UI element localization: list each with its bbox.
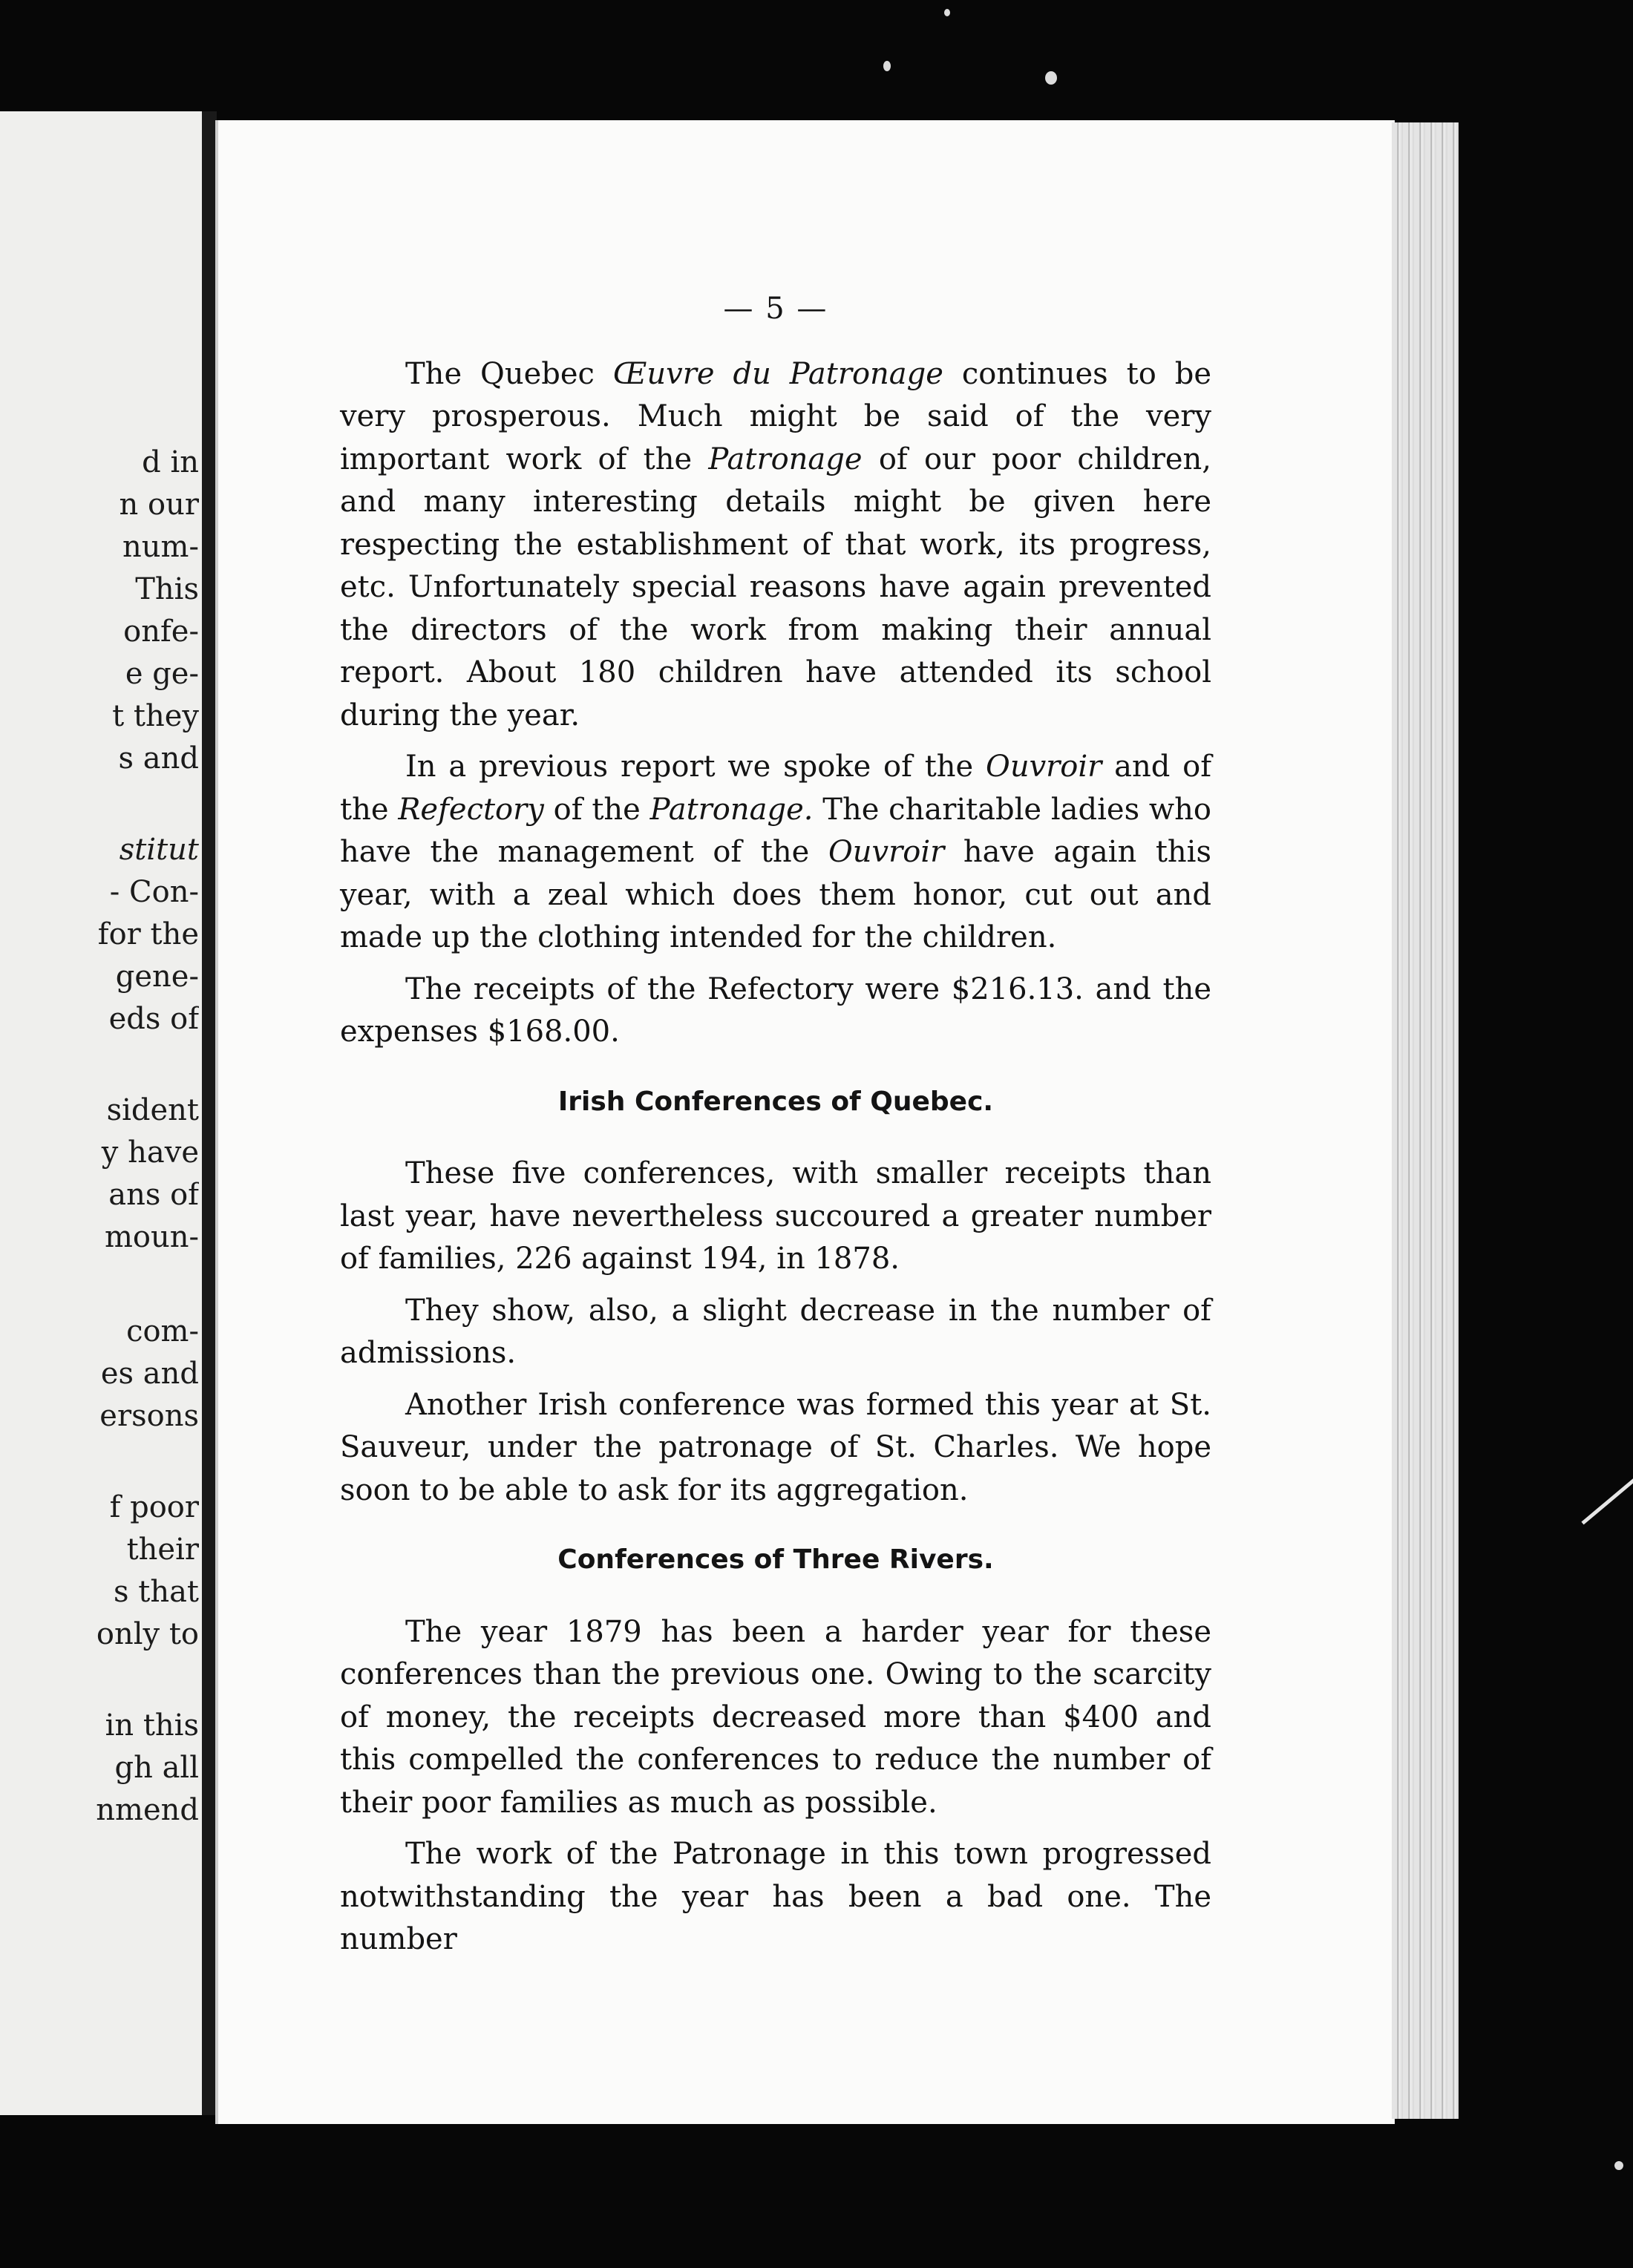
paragraph: These five conferences, with smaller receipts than last year, have nevertheless succoured a greater number of families, 226 against 194, in 1878.	[340, 1156, 1211, 1276]
italic-run: Patronage.	[649, 792, 814, 827]
facing-page-line: This	[135, 572, 199, 606]
facing-page-spacer	[0, 1438, 199, 1487]
facing-page-line: es and	[100, 1357, 199, 1391]
text-run: of our poor children, and many interesting details might be given here respecting the establishment of that work, its progress, etc. Unfortunately special reasons have again prevented the directors of the work from making their annual report. About 180 children have attended its school during the year.	[340, 442, 1211, 732]
scan-mark	[1581, 1464, 1633, 1524]
facing-page-spacer	[0, 1656, 199, 1705]
text-run: of the	[543, 792, 650, 827]
facing-page-line: y have	[101, 1135, 199, 1170]
facing-page-line: t they	[112, 699, 199, 733]
paragraph: Another Irish conference was formed this year at St. Sauveur, under the patronage of St. Charles. We hope soon to be able to ask for its aggregation.	[340, 1387, 1211, 1507]
facing-page-line: n our	[119, 488, 199, 522]
facing-page-spacer	[0, 1040, 199, 1089]
section-heading: Conferences of Three Rivers.	[557, 1544, 994, 1575]
italic-run: Ouvroir	[828, 835, 945, 869]
facing-page-line: s and	[118, 741, 199, 776]
facing-page-line: their	[126, 1533, 199, 1567]
facing-page-line: only to	[96, 1617, 199, 1651]
italic-run: Œuvre du Patronage	[612, 356, 943, 391]
paragraph: The receipts of the Refectory were $216.13. and the expenses $168.00.	[340, 971, 1211, 1049]
book-gutter	[202, 111, 217, 2115]
italic-run: Refectory	[398, 792, 544, 827]
facing-page-line: stitut	[119, 833, 199, 867]
text-run: The Quebec	[405, 356, 613, 391]
italic-run: Patronage	[708, 442, 863, 476]
facing-page-line: e ge-	[125, 657, 199, 691]
facing-page-line: s that	[114, 1575, 199, 1609]
facing-page-line: gh all	[114, 1751, 199, 1785]
italic-run: Ouvroir	[986, 750, 1102, 784]
dust-speck	[944, 9, 950, 16]
facing-page-line: in this	[105, 1708, 199, 1743]
facing-page-line: ersons	[99, 1399, 199, 1433]
dust-speck	[1614, 2161, 1623, 2170]
facing-page-line: num-	[122, 530, 199, 564]
facing-page-spacer	[0, 1259, 199, 1311]
facing-page-line: ans of	[108, 1178, 199, 1212]
paragraph: The year 1879 has been a harder year for these conferences than the previous one. Owing to the scarcity of money, the receipts decreased more than $400 and this compelled the conferences to reduce the number of their poor families as much as possible.	[340, 1614, 1211, 1820]
facing-page-text-fragments	[0, 442, 199, 1832]
dust-speck	[883, 61, 891, 71]
text-run: The charitable ladies who have the management of the	[340, 792, 1211, 869]
facing-page-spacer	[0, 780, 199, 829]
page-edges	[1392, 122, 1459, 2119]
facing-page-line: onfe-	[123, 614, 199, 649]
facing-page-line: f poor	[109, 1490, 199, 1524]
facing-page-line: nmend	[96, 1793, 199, 1827]
facing-page-line: - Con-	[109, 875, 199, 909]
facing-page-line: sident	[106, 1093, 199, 1127]
page-text	[340, 288, 1211, 1970]
facing-page-line: moun-	[104, 1220, 199, 1254]
paragraph: They show, also, a slight decrease in the number of admissions.	[340, 1293, 1211, 1370]
facing-page-line: gene-	[115, 960, 199, 994]
section-heading: Irish Conferences of Quebec.	[557, 1086, 994, 1117]
facing-page-line: eds of	[108, 1002, 199, 1036]
paragraph	[340, 353, 1211, 738]
text-run: continues to be very prosperous. Much might be said of the very important work of the	[340, 356, 1211, 476]
dust-speck	[1045, 71, 1057, 85]
paragraph: The work of the Patronage in this town progressed notwithstanding the year has been a bad one. The number	[340, 1837, 1211, 1956]
facing-page-line: for the	[97, 917, 199, 951]
text-run: In a previous report we spoke of the	[405, 750, 986, 784]
text-run: have again this year, with a zeal which does them honor, cut out and made up the clothing intended for the children.	[340, 835, 1211, 954]
text-run: and of the	[340, 750, 1211, 827]
paragraph	[340, 746, 1211, 960]
facing-page-line: d in	[142, 445, 199, 479]
facing-page-line: com-	[126, 1314, 199, 1348]
page-number: — 5 —	[723, 292, 828, 326]
